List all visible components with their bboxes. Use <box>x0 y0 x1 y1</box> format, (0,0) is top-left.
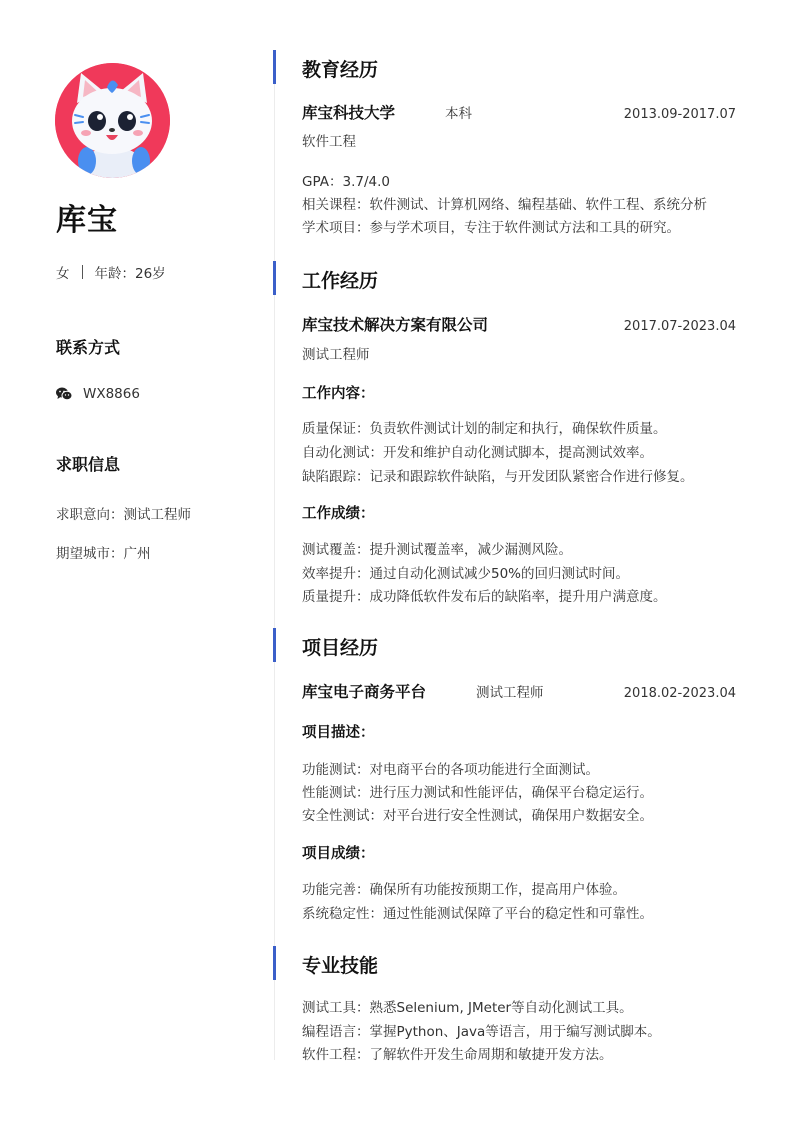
section-accent-bar <box>273 261 276 295</box>
project-name: 库宝电子商务平台 <box>302 683 427 701</box>
wechat-id: WX8866 <box>83 386 140 402</box>
work-content-item: 质量保证：负责软件测试计划的制定和执行，确保软件质量。 <box>302 421 667 437</box>
education-line: 相关课程：软件测试、计算机网络、编程基础、软件工程、系统分析 <box>302 197 707 213</box>
work-achieve-item: 测试覆盖：提升测试覆盖率，减少漏测风险。 <box>302 542 572 558</box>
work-achieve-item: 质量提升：成功降低软件发布后的缺陷率，提升用户满意度。 <box>302 589 667 605</box>
education-header <box>302 101 736 123</box>
skill-item: 编程语言：掌握Python、Java等语言，用于编写测试脚本。 <box>302 1024 661 1040</box>
wechat-icon <box>56 387 72 401</box>
education-title: 教育经历 <box>302 59 379 81</box>
separator <box>82 265 83 279</box>
project-desc-item: 性能测试：进行压力测试和性能评估，确保平台稳定运行。 <box>302 785 653 801</box>
section-accent-bar <box>273 50 276 84</box>
work-content-item: 缺陷跟踪：记录和跟踪软件缺陷，与开发团队紧密合作进行修复。 <box>302 469 694 485</box>
work-period: 2017.07-2023.04 <box>623 319 736 334</box>
work-achieve-item: 效率提升：通过自动化测试减少50%的回归测试时间。 <box>302 566 630 582</box>
project-achieve-item: 系统稳定性：通过性能测试保障了平台的稳定性和可靠性。 <box>302 906 653 922</box>
project-desc-title: 项目描述： <box>302 725 375 741</box>
skill-item: 软件工程：了解软件开发生命周期和敏捷开发方法。 <box>302 1047 613 1063</box>
job-intent: 求职意向：测试工程师 <box>56 507 191 523</box>
work-title: 工作经历 <box>302 270 379 292</box>
project-title: 项目经历 <box>302 637 379 659</box>
work-role: 测试工程师 <box>302 347 370 363</box>
candidate-name: 库宝 <box>56 203 118 238</box>
main-content <box>275 0 792 1121</box>
wechat-contact <box>56 386 140 402</box>
work-content-item: 自动化测试：开发和维护自动化测试脚本，提高测试效率。 <box>302 445 653 461</box>
project-achieve-title: 项目成绩： <box>302 846 375 862</box>
major: 软件工程 <box>302 134 356 150</box>
project-role: 测试工程师 <box>476 685 544 701</box>
skills-title: 专业技能 <box>302 955 379 977</box>
work-achieve-title: 工作成绩： <box>302 506 375 522</box>
section-accent-bar <box>273 946 276 980</box>
skill-item: 测试工具：熟悉Selenium, JMeter等自动化测试工具。 <box>302 1000 633 1016</box>
mascot-avatar-icon <box>55 63 170 178</box>
project-desc-item: 功能测试：对电商平台的各项功能进行全面测试。 <box>302 762 599 778</box>
work-content-title: 工作内容： <box>302 386 375 402</box>
sidebar <box>0 0 275 1121</box>
degree: 本科 <box>445 106 473 122</box>
education-line: 学术项目：参与学术项目，专注于软件测试方法和工具的研究。 <box>302 220 680 236</box>
project-desc-item: 安全性测试：对平台进行安全性测试，确保用户数据安全。 <box>302 808 653 824</box>
project-achieve-item: 功能完善：确保所有功能按预期工作，提高用户体验。 <box>302 882 626 898</box>
education-period: 2013.09-2017.07 <box>623 107 736 122</box>
section-accent-bar <box>273 628 276 662</box>
school-name: 库宝科技大学 <box>302 104 396 122</box>
contact-title: 联系方式 <box>56 338 121 357</box>
job-city: 期望城市：广州 <box>56 546 151 562</box>
project-period: 2018.02-2023.04 <box>623 686 736 701</box>
job-info-title: 求职信息 <box>56 455 121 474</box>
education-line: GPA：3.7/4.0 <box>302 174 390 190</box>
gender: 女 <box>56 266 70 282</box>
work-header <box>302 313 736 335</box>
project-header <box>302 680 736 702</box>
avatar <box>55 63 170 178</box>
company-name: 库宝技术解决方案有限公司 <box>302 316 489 334</box>
age: 年龄：26岁 <box>94 266 166 282</box>
basic-info <box>56 262 166 282</box>
